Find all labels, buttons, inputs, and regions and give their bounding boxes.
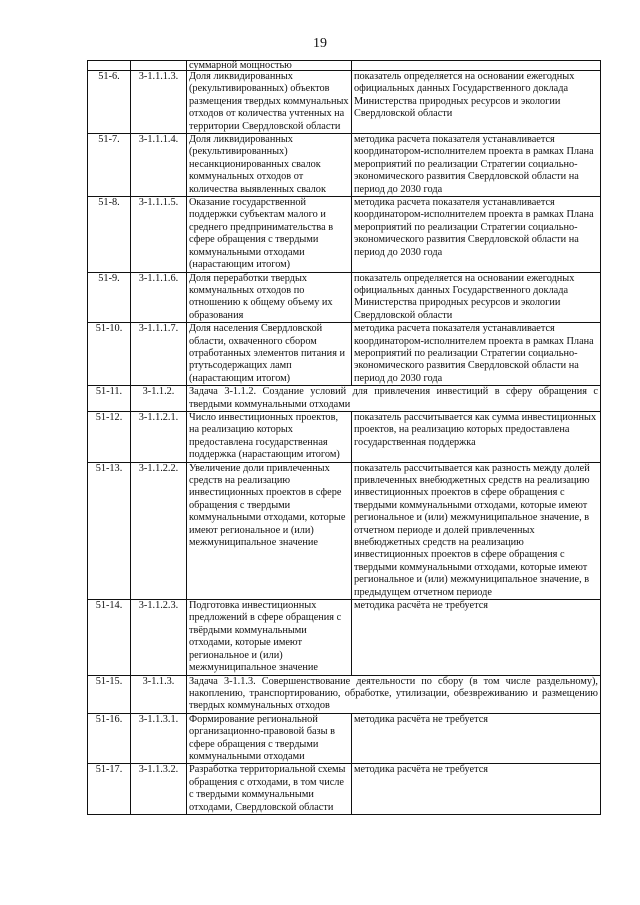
- table-row: [88, 272, 601, 323]
- indicator-name-cell: Разработка территориальной схемы обращения с отходами, в том числе с твердыми коммунальными отходами, Свердловской области: [187, 764, 352, 815]
- row-number-cell: 51-7.: [88, 134, 131, 197]
- row-number-cell: 51-9.: [88, 272, 131, 323]
- method-cell: показатель рассчитывается как разность между долей привлеченных внебюджетных средств на реализацию инвестиционных проектов в сфере обращения с твердыми коммунальными отходами, которые имеют региональное и (или) межмуниципальное значение, в отчетном периоде и долей привлеченных внебюджетных средств на реализацию инвестиционных проектов в сфере обращения с твердыми коммунальными отходами, которые имеют региональное и (или) межмуниципальное значение, в предыдущем отчетном периоде: [352, 462, 601, 599]
- indicator-name-cell: Доля ликвидированных (рекультивированных) несанкционированных свалок коммунальных отходов от количества выявленных свалок: [187, 134, 352, 197]
- row-number-cell: 51-11.: [88, 386, 131, 412]
- table-row: [88, 197, 601, 272]
- method-cell: методика расчета показателя устанавливается координатором-исполнителем проекта в рамках Плана мероприятий по реализации Стратегии социально-экономического развития Свердловской области на период до 2030 года: [352, 134, 601, 197]
- row-code-cell: 3-1.1.1.5.: [131, 197, 187, 272]
- indicator-name-cell: Доля переработки твердых коммунальных отходов по отношению к общему объему их образования: [187, 272, 352, 323]
- row-number-cell: 51-14.: [88, 600, 131, 675]
- table-row: [88, 71, 601, 134]
- row-code-cell: 3-1.1.1.6.: [131, 272, 187, 323]
- row-number-cell: [88, 61, 131, 71]
- method-cell: методика расчёта не требуется: [352, 600, 601, 675]
- table-row: [88, 323, 601, 386]
- row-code-cell: 3-1.1.2.: [131, 386, 187, 412]
- indicator-name-cell: суммарной мощностью: [187, 61, 352, 71]
- method-cell: методика расчета показателя устанавливается координатором-исполнителем проекта в рамках Плана мероприятий по реализации Стратегии социально-экономического развития Свердловской области на период до 2030 года: [352, 323, 601, 386]
- method-cell: показатель определяется на основании ежегодных официальных данных Государственного доклада Министерства природных ресурсов и экологии Свердловской области: [352, 272, 601, 323]
- row-number-cell: 51-16.: [88, 713, 131, 764]
- indicators-table: [87, 60, 601, 815]
- row-number-cell: 51-8.: [88, 197, 131, 272]
- row-code-cell: 3-1.1.3.2.: [131, 764, 187, 815]
- table-row: [88, 411, 601, 462]
- task-text-cell: Задача 3-1.1.2. Создание условий для привлечения инвестиций в сферу обращения с твердыми коммунальными отходами: [187, 386, 601, 412]
- row-number-cell: 51-12.: [88, 411, 131, 462]
- method-cell: [352, 61, 601, 71]
- row-code-cell: 3-1.1.1.7.: [131, 323, 187, 386]
- row-number-cell: 51-10.: [88, 323, 131, 386]
- row-code-cell: 3-1.1.2.3.: [131, 600, 187, 675]
- row-number-cell: 51-17.: [88, 764, 131, 815]
- task-row: [88, 386, 601, 412]
- row-code-cell: 3-1.1.2.2.: [131, 462, 187, 599]
- table-row: [88, 134, 601, 197]
- indicator-name-cell: Увеличение доли привлеченных средств на реализацию инвестиционных проектов в сфере обращения с твердыми коммунальными отходами, которые имеют региональное и (или) межмуниципальное значение: [187, 462, 352, 599]
- table-row: [88, 462, 601, 599]
- row-code-cell: 3-1.1.1.4.: [131, 134, 187, 197]
- continuation-row: [88, 61, 601, 71]
- method-cell: показатель рассчитывается как сумма инвестиционных проектов, на реализацию которых предоставлена государственная поддержка: [352, 411, 601, 462]
- method-cell: методика расчета показателя устанавливается координатором-исполнителем проекта в рамках Плана мероприятий по реализации Стратегии социально-экономического развития Свердловской области на период до 2030 года: [352, 197, 601, 272]
- row-code-cell: 3-1.1.3.1.: [131, 713, 187, 764]
- row-code-cell: 3-1.1.3.: [131, 675, 187, 713]
- row-code-cell: 3-1.1.2.1.: [131, 411, 187, 462]
- row-number-cell: 51-6.: [88, 71, 131, 134]
- indicator-name-cell: Оказание государственной поддержки субъектам малого и среднего предпринимательства в сфере обращения с твердыми коммунальными отходами (нарастающим итогом): [187, 197, 352, 272]
- row-code-cell: [131, 61, 187, 71]
- row-code-cell: 3-1.1.1.3.: [131, 71, 187, 134]
- indicator-name-cell: Доля ликвидированных (рекультивированных) объектов размещения твердых коммунальных отходов от количества учтенных на территории Свердловской области: [187, 71, 352, 134]
- table-row: [88, 600, 601, 675]
- method-cell: показатель определяется на основании ежегодных официальных данных Государственного доклада Министерства природных ресурсов и экологии Свердловской области: [352, 71, 601, 134]
- table-row: [88, 764, 601, 815]
- row-number-cell: 51-15.: [88, 675, 131, 713]
- page-number: 19: [313, 36, 327, 51]
- indicator-name-cell: Число инвестиционных проектов, на реализацию которых предоставлена государственная поддержка (нарастающим итогом): [187, 411, 352, 462]
- indicator-name-cell: Доля населения Свердловской области, охваченного сбором отработанных элементов питания и ртутьсодержащих ламп (нарастающим итогом): [187, 323, 352, 386]
- indicator-name-cell: Подготовка инвестиционных предложений в сфере обращения с твёрдыми коммунальными отходами, которые имеют региональное и (или) межмуниципальное значение: [187, 600, 352, 675]
- method-cell: методика расчёта не требуется: [352, 713, 601, 764]
- task-text-cell: Задача 3-1.1.3. Совершенствование деятельности по сбору (в том числе раздельному), накоплению, транспортированию, обработке, утилизации, обезвреживанию и размещению твердых коммунальных отходов: [187, 675, 601, 713]
- row-number-cell: 51-13.: [88, 462, 131, 599]
- indicator-name-cell: Формирование региональной организационно-правовой базы в сфере обращения с твердыми коммунальными отходами: [187, 713, 352, 764]
- task-row: [88, 675, 601, 713]
- table-row: [88, 713, 601, 764]
- method-cell: методика расчёта не требуется: [352, 764, 601, 815]
